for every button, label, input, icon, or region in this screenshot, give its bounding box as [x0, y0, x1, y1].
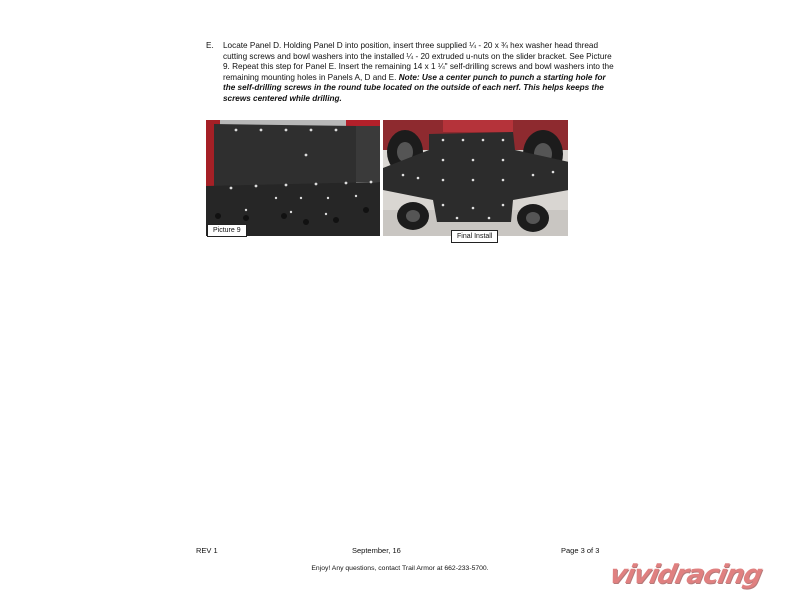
final-install-photo: [383, 120, 568, 236]
picture-9-image: [206, 120, 380, 236]
vividracing-watermark-logo: vividracing: [606, 560, 765, 590]
footer-date: September, 16: [352, 546, 401, 555]
final-install-image: [383, 120, 568, 236]
step-body: [223, 41, 616, 105]
step-text: Locate Panel D. Holding Panel D into position, insert three supplied ¼ - 20 x ¾ hex washer head thread cutting screws and bowl washers into the installed ¼ - 20 extruded u-nuts on the slider bracket. See Picture 9. Repeat this step for Panel E. Insert the remaining 14 x 1 ¼" self-drilling screws and bowl washers into the remaining mounting holes in Panels A, D and E.: [223, 41, 614, 82]
picture-9-photo: [206, 120, 380, 236]
footer-revision: REV 1: [196, 546, 218, 555]
instruction-step-e: [206, 41, 616, 105]
footer-contact: Enjoy! Any questions, contact Trail Armor at 662-233-5700.: [311, 565, 489, 572]
footer-page-number: Page 3 of 3: [561, 546, 600, 555]
step-letter: E.: [206, 41, 214, 50]
step-note: Note: Use a center punch to punch a starting hole for the self-drilling screws in the round tube located on the outside of each nerf. This helps keeps the screws centered while drilling.: [223, 72, 606, 103]
picture-9-caption: Picture 9: [207, 224, 247, 237]
final-install-caption: Final Install: [451, 230, 498, 243]
